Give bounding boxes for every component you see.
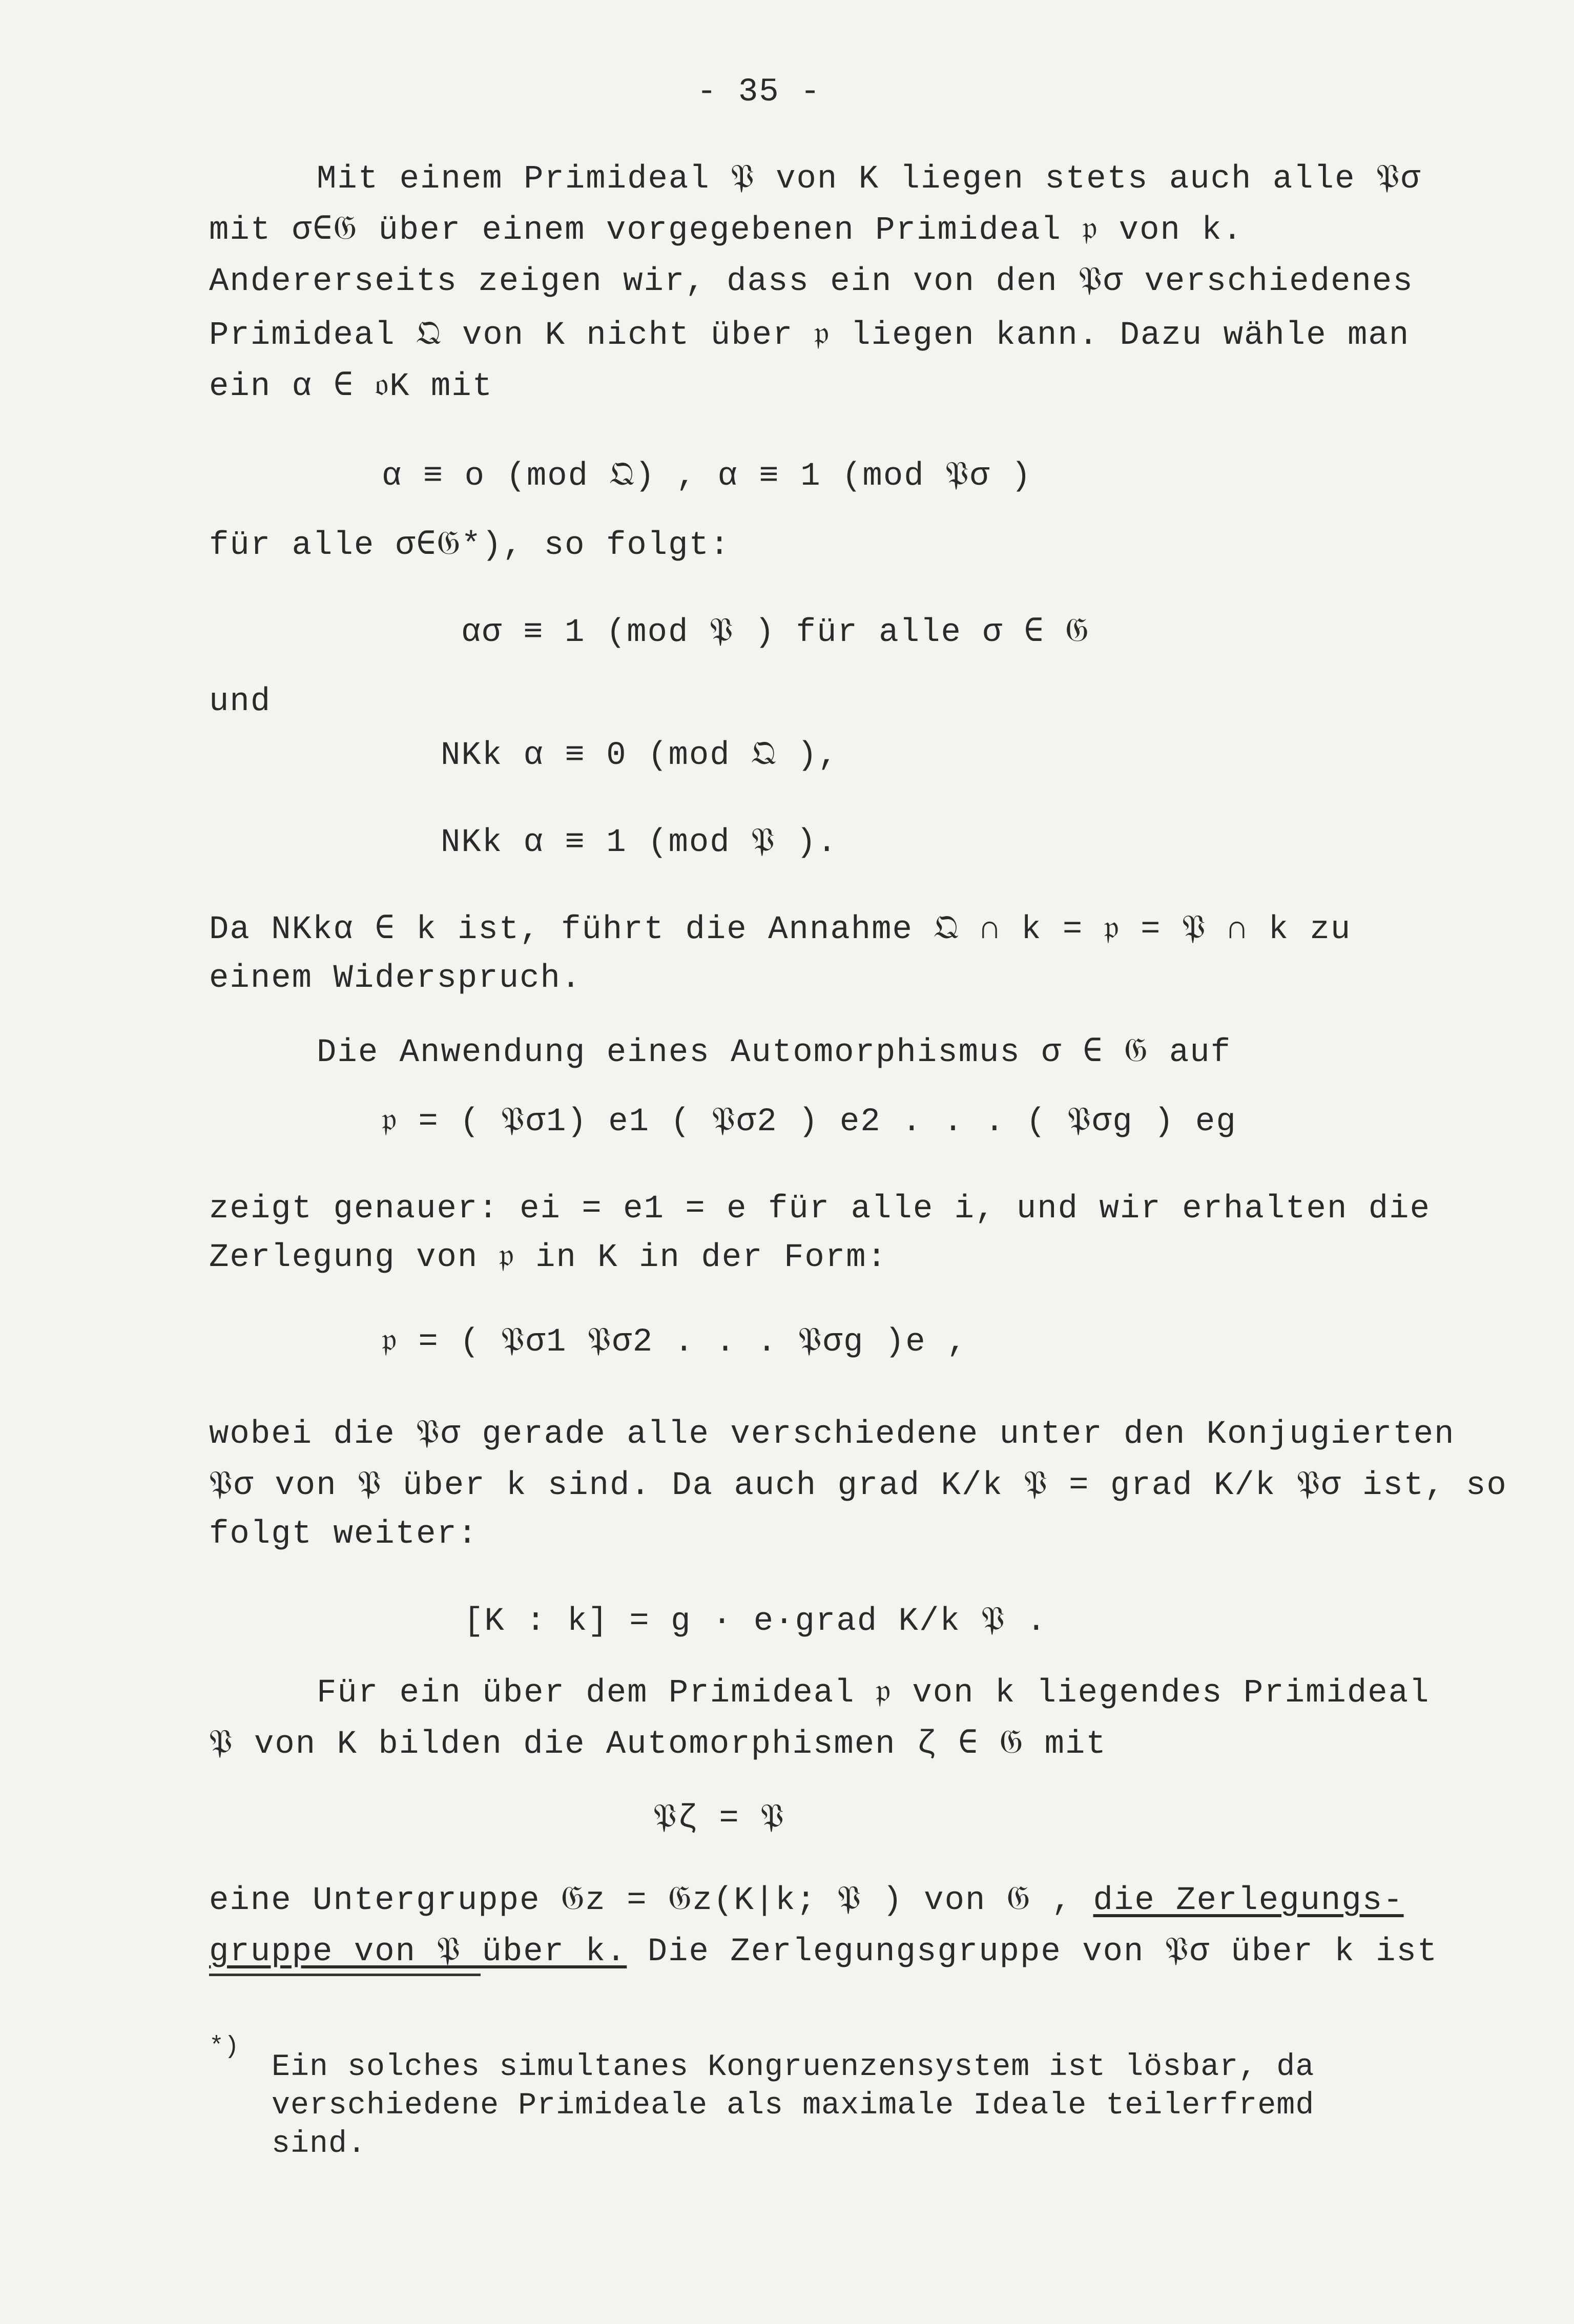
footnote-mark: *) (209, 2033, 240, 2061)
text-line: wobei die 𝔓σ gerade alle verschiedene unter den Konjugierten (209, 1416, 1455, 1453)
formula-degree: [K : k] = g · e·grad K/k 𝔓 . (464, 1603, 1047, 1640)
text-line: zeigt genauer: ei = e1 = e für alle i, und wir erhalten die (209, 1191, 1431, 1228)
text-line: folgt weiter: (209, 1516, 479, 1553)
text-line: Mit einem Primideal 𝔓 von K liegen stets auch alle 𝔓σ (317, 161, 1421, 198)
formula-norm-1: NKk α ≡ 1 (mod 𝔓 ). (441, 824, 838, 861)
text-line: und (209, 683, 272, 720)
text-line: Da NKkα ∈ k ist, führt die Annahme 𝔔 ∩ k = 𝔭 = 𝔓 ∩ k zu (209, 911, 1352, 948)
text-segment: Die Zerlegungsgruppe von 𝔓σ über k ist (627, 1934, 1438, 1970)
text-line: Zerlegung von 𝔭 in K in der Form: (209, 1239, 887, 1276)
text-line: für alle σ∈𝔊*), so folgt: (209, 527, 731, 564)
formula-fixed-ideal: 𝔓ζ = 𝔓 (653, 1800, 785, 1837)
text-line: ein α ∈ 𝔬K mit (209, 368, 493, 405)
text-line (209, 1880, 1404, 1921)
text-line (209, 1932, 1438, 1973)
text-line: Die Anwendung eines Automorphismus σ ∈ 𝔊 auf (317, 1034, 1232, 1071)
page-number: - 35 - (697, 74, 821, 111)
underlined-term: gruppe von 𝔓 über k. (209, 1934, 627, 1970)
text-line: Primideal 𝔔 von K nicht über 𝔭 liegen kann. Dazu wähle man (209, 317, 1410, 354)
footnote-line: verschiedene Primideale als maximale Ideale teilerfremd (272, 2088, 1315, 2123)
formula-norm-0: NKk α ≡ 0 (mod 𝔔 ), (441, 737, 839, 774)
footnote-line: Ein solches simultanes Kongruenzensystem ist lösbar, da (272, 2050, 1315, 2085)
text-line: einem Widerspruch. (209, 960, 582, 997)
formula-congruence: α ≡ o (mod 𝔔) , α ≡ 1 (mod 𝔓σ ) (382, 458, 1032, 495)
text-line: Andererseits zeigen wir, dass ein von den 𝔓σ verschiedenes (209, 263, 1414, 300)
text-line: 𝔓 von K bilden die Automorphismen ζ ∈ 𝔊 mit (209, 1726, 1107, 1763)
text-line: Für ein über dem Primideal 𝔭 von k liegendes Primideal (317, 1675, 1430, 1712)
text-line: mit σ∈𝔊 über einem vorgegebenen Primideal 𝔭 von k. (209, 212, 1244, 249)
footnote-line: sind. (272, 2127, 367, 2162)
formula-decomposition-1: 𝔭 = ( 𝔓σ1) e1 ( 𝔓σ2 ) e2 . . . ( 𝔓σg ) eg (382, 1104, 1237, 1140)
footnote-rule (209, 1974, 481, 1976)
formula-conjugate: ασ ≡ 1 (mod 𝔓 ) für alle σ ∈ 𝔊 (461, 614, 1090, 651)
text-segment: eine Untergruppe 𝔊z = 𝔊z(K|k; 𝔓 ) von 𝔊 , (209, 1882, 1093, 1919)
text-line: 𝔓σ von 𝔓 über k sind. Da auch grad K/k 𝔓 = grad K/k 𝔓σ ist, so (209, 1467, 1507, 1504)
formula-decomposition-2: 𝔭 = ( 𝔓σ1 𝔓σ2 . . . 𝔓σg )e , (382, 1324, 968, 1361)
underlined-term: die Zerlegungs- (1093, 1882, 1404, 1919)
